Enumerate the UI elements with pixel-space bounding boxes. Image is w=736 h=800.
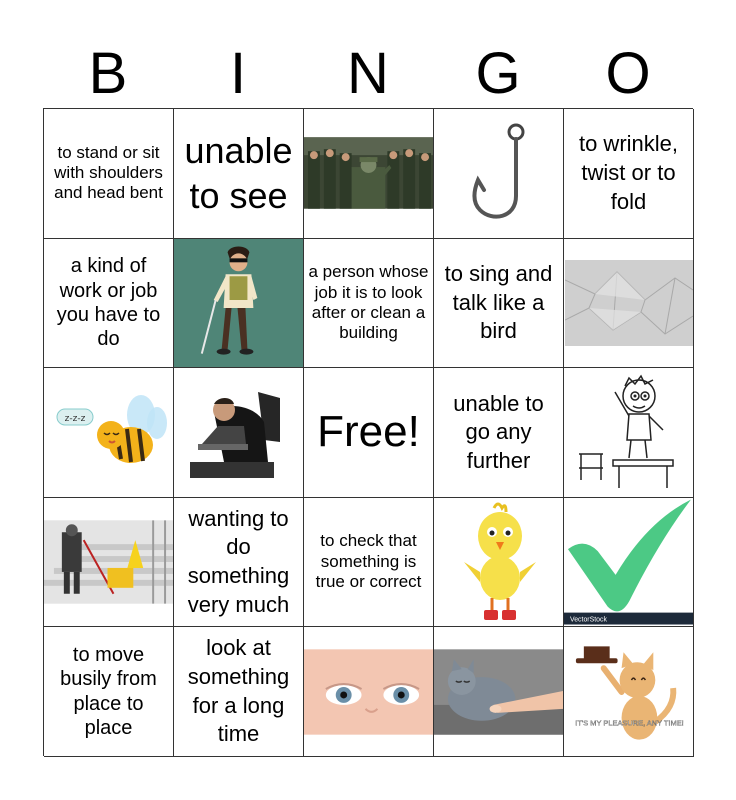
cell-clue-text: to stand or sit with shoulders and head bent xyxy=(54,142,163,203)
bingo-header xyxy=(43,40,693,108)
bingo-cell-r2c2[interactable] xyxy=(174,239,304,369)
bingo-cell-r2c4[interactable] xyxy=(434,239,564,369)
bingo-cell-r1c4[interactable] xyxy=(434,109,564,239)
cell-clue-text: to sing and talk like a bird xyxy=(444,261,553,344)
bingo-cell-r3c4[interactable] xyxy=(434,368,564,498)
baby-eyes-photo xyxy=(304,649,433,735)
cell-clue-text: to move busily from place to place xyxy=(60,643,157,740)
cell-clue-text: look at something for a long time xyxy=(187,635,290,747)
bingo-cell-r1c1[interactable] xyxy=(44,109,174,239)
bingo-cell-r3c2[interactable] xyxy=(174,368,304,498)
janitor-mopping-stairs-photo xyxy=(44,520,173,604)
cat-caption: IT'S MY PLEASURE, ANY TIME! xyxy=(575,718,684,728)
blind-man-with-cane-illustration xyxy=(174,239,303,368)
cell-clue-text: a person whose job it is to look after or clean a building xyxy=(308,262,429,343)
bingo-cell-r5c3[interactable] xyxy=(304,627,434,757)
cell-clue-text: wanting to do something very much xyxy=(187,505,290,617)
header-letter-o: O xyxy=(605,41,651,106)
bingo-cell-r4c1[interactable] xyxy=(44,498,174,628)
bingo-cell-r1c2[interactable] xyxy=(174,109,304,239)
bingo-cell-r5c4[interactable] xyxy=(434,627,564,757)
bingo-cell-r4c3[interactable] xyxy=(304,498,434,628)
sleeping-bee-icon xyxy=(49,387,169,477)
bingo-cell-r3c1[interactable] xyxy=(44,368,174,498)
hunched-man-at-laptop-photo xyxy=(184,382,294,482)
bingo-cell-r4c2[interactable] xyxy=(174,498,304,628)
green-checkmark-icon xyxy=(564,498,693,627)
stock-watermark: VectorStock xyxy=(569,616,607,624)
bingo-cell-r5c2[interactable] xyxy=(174,627,304,757)
header-letter-g: G xyxy=(475,41,521,106)
bingo-cell-r5c5[interactable] xyxy=(564,627,694,757)
cell-clue-text: unable to see xyxy=(184,130,293,217)
bingo-cell-r3c3[interactable] xyxy=(304,368,434,498)
cell-clue-text: to check that something is true or correct xyxy=(315,531,422,592)
header-letter-b: B xyxy=(88,41,128,106)
bingo-cell-r4c4[interactable] xyxy=(434,498,564,628)
bingo-cell-r1c5[interactable] xyxy=(564,109,694,239)
svg-text:z-z-z: z-z-z xyxy=(64,414,85,425)
cell-clue-text: to wrinkle, twist or to fold xyxy=(578,131,679,214)
cell-clue-text: unable to go any further xyxy=(453,390,544,473)
bingo-cell-r2c1[interactable] xyxy=(44,239,174,369)
header-letter-i: I xyxy=(229,41,247,106)
saluting-soldiers-photo xyxy=(304,137,433,209)
boy-standing-on-desk-drawing xyxy=(569,370,689,494)
bingo-card-grid xyxy=(43,108,693,756)
crumpled-paper-texture xyxy=(565,260,693,346)
bingo-cell-r2c5[interactable] xyxy=(564,239,694,369)
bingo-cell-r1c3[interactable] xyxy=(304,109,434,239)
bingo-cell-r5c1[interactable] xyxy=(44,627,174,757)
header-letter-n: N xyxy=(347,41,389,106)
cat-tipping-hat-cartoon xyxy=(564,632,693,752)
yellow-chick-cartoon xyxy=(454,500,544,624)
fishing-hook-icon xyxy=(454,118,544,228)
cell-clue-text: a kind of work or job you have to do xyxy=(56,255,161,351)
free-space-text: Free! xyxy=(317,407,420,457)
bingo-cell-r4c5[interactable] xyxy=(564,498,694,628)
bingo-cell-r3c5[interactable] xyxy=(564,368,694,498)
bingo-cell-r2c3[interactable] xyxy=(304,239,434,369)
cat-and-finger-photo xyxy=(434,649,563,735)
